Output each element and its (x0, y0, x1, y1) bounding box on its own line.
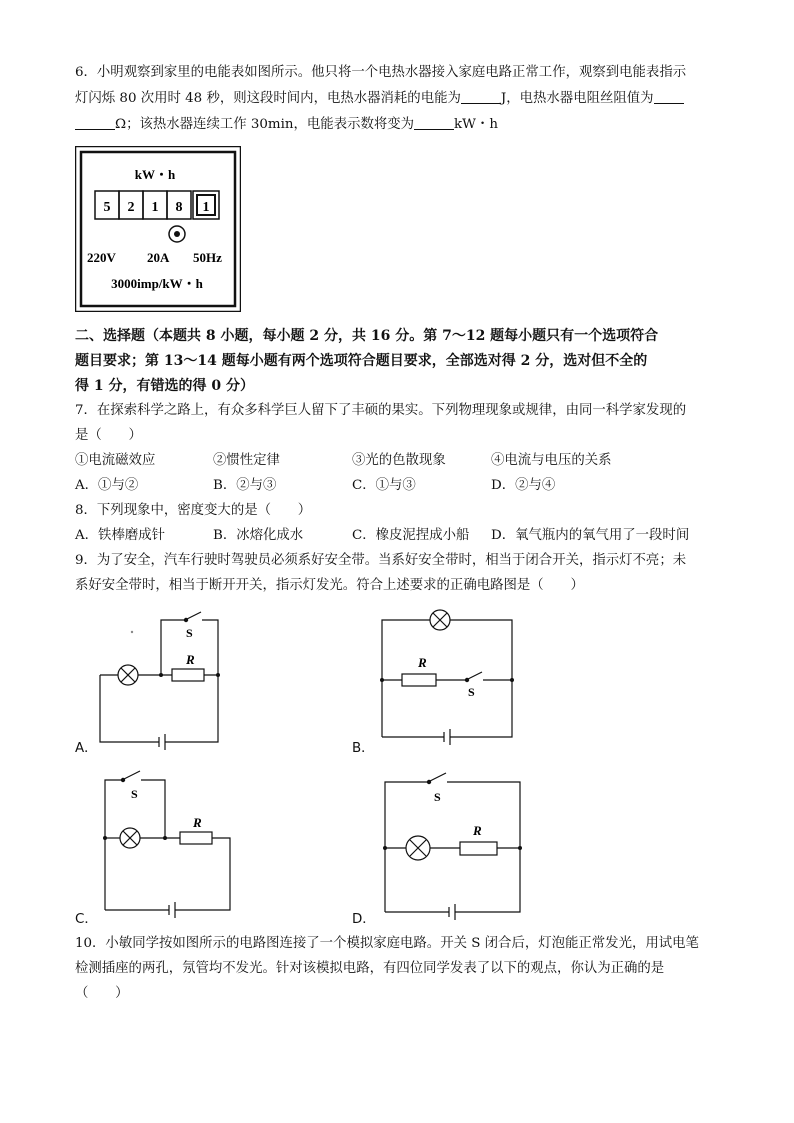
circuit-diagram-d[interactable] (375, 770, 530, 920)
resistor-icon (172, 669, 204, 681)
q8-stem: 8．下列现象中，密度变大的是（ ） (75, 503, 312, 518)
section2-line-2: 题目要求；第 13～14 题每小题有两个选项符合题目要求，全部选对得 2 分，选对但不全的 (75, 353, 648, 369)
q7-line-2: 是（ ） (75, 428, 142, 443)
circuit-diagram-a[interactable] (90, 610, 230, 755)
q6-blank-reading[interactable] (414, 115, 454, 130)
q7-item-3: ③光的色散现象 (352, 453, 446, 468)
q8-option-d[interactable]: D．氧气瓶内的氧气用了一段时间 (491, 528, 690, 543)
q8-option-a[interactable]: A．铁棒磨成针 (75, 528, 166, 543)
q6-line-3 (75, 115, 498, 135)
q8-option-c[interactable]: C．橡皮泥捏成小船 (352, 528, 470, 543)
electric-meter-figure (75, 146, 241, 312)
resistor-label: R (418, 655, 427, 670)
resistor-label: R (186, 652, 195, 667)
meter-digit: 5 (103, 200, 111, 215)
switch-icon (124, 771, 140, 779)
q6-blank-resistance-lead (654, 89, 684, 104)
section2-line-3: 得 1 分，有错选的得 0 分） (75, 378, 254, 394)
meter-constant: 3000imp/kW・h (111, 276, 203, 291)
resistor-label: R (473, 823, 482, 838)
q10-line-3: （ ） (75, 986, 129, 1001)
meter-frequency: 50Hz (193, 250, 222, 265)
q7-option-d[interactable]: D．②与④ (491, 478, 556, 493)
q8-option-b[interactable]: B．冰熔化成水 (213, 528, 304, 543)
q6-text-2b: J，电热水器电阻丝阻值为 (500, 91, 654, 106)
q7-item-2: ②惯性定律 (213, 453, 280, 468)
q7-option-c[interactable]: C．①与③ (352, 478, 416, 493)
q7-option-a[interactable]: A．①与② (75, 478, 139, 493)
switch-label: S (468, 685, 475, 699)
switch-icon (187, 612, 201, 619)
switch-label: S (131, 787, 138, 801)
resistor-icon (402, 674, 436, 686)
q10-line-2: 检测插座的两孔，氖管均不发光。针对该模拟电路，有四位同学发表了以下的观点，你认为正确的是 (75, 961, 665, 976)
q7-item-1: ①电流磁效应 (75, 453, 156, 468)
section2-line-1: 二、选择题（本题共 8 小题，每小题 2 分，共 16 分。第 7～12 题每小题只有一个选项符合 (75, 328, 659, 344)
meter-unit: kW・h (134, 167, 176, 182)
q7-line-1: 7．在探索科学之路上，有众多科学巨人留下了丰硕的果实。下列物理现象或规律，由同一科学家发现的 (75, 403, 687, 418)
q9-line-1: 9．为了安全，汽车行驶时驾驶员必须系好安全带。当系好安全带时，相当于闭合开关，指示灯不亮；未 (75, 553, 687, 568)
circuit-label-d[interactable]: D． (352, 912, 376, 927)
q10-line-1: 10．小敏同学按如图所示的电路图连接了一个模拟家庭电路。开关 S 闭合后，灯泡能正常发光，用试电笔 (75, 936, 699, 951)
q7-option-b[interactable]: B．②与③ (213, 478, 277, 493)
circuit-diagram-c[interactable] (95, 768, 240, 918)
meter-voltage: 220V (87, 250, 116, 265)
circuit-label-a[interactable]: A． (75, 741, 98, 756)
resistor-icon (460, 842, 497, 855)
q6-blank-resistance[interactable] (75, 115, 115, 130)
switch-icon (468, 672, 482, 679)
meter-digit: 2 (127, 200, 135, 215)
switch-icon (430, 773, 446, 781)
switch-label: S (186, 626, 193, 640)
circuit-diagram-b[interactable] (370, 605, 525, 750)
circuit-label-c[interactable]: C． (75, 912, 98, 927)
q6-blank-energy[interactable] (461, 89, 501, 104)
meter-digit: 8 (175, 200, 183, 215)
q6-text-3a: Ω；该热水器连续工作 30min，电能表示数将变为 (115, 117, 415, 132)
resistor-icon (180, 832, 212, 844)
q6-line-1: 6．小明观察到家里的电能表如图所示。他只将一个电热水器接入家庭电路正常工作，观察到电能表指示 (75, 65, 687, 80)
q9-line-2: 系好安全带时，相当于断开开关，指示灯发光。符合上述要求的正确电路图是（ ） (75, 578, 584, 593)
q6-text-2a: 灯闪烁 80 次用时 48 秒，则这段时间内，电热水器消耗的电能为 (75, 91, 461, 106)
circuit-label-b[interactable]: B． (352, 741, 375, 756)
q6-text-3b: kW・h (454, 117, 498, 132)
switch-label: S (434, 790, 441, 804)
q6-line-2 (75, 89, 684, 109)
resistor-label: R (193, 815, 202, 830)
q7-item-4: ④电流与电压的关系 (491, 453, 612, 468)
meter-digit: 1 (151, 200, 159, 215)
meter-digit-decimal: 1 (202, 200, 210, 215)
meter-current: 20A (147, 250, 170, 265)
